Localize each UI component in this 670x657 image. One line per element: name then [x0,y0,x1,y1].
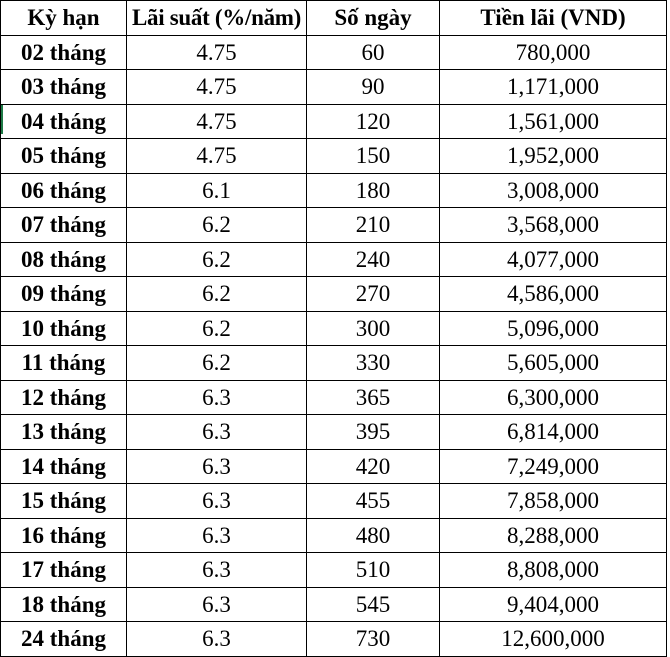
cell-term[interactable]: 14 tháng [1,449,127,484]
table-row [1,277,667,312]
cell-rate[interactable]: 6.2 [127,208,307,243]
table-row [1,35,667,70]
cell-term[interactable]: 16 tháng [1,518,127,553]
cell-term[interactable]: 06 tháng [1,173,127,208]
cell-term[interactable]: 02 tháng [1,35,127,70]
cell-interest[interactable]: 6,300,000 [440,380,667,415]
table-row [1,208,667,243]
cell-rate[interactable]: 4.75 [127,70,307,105]
cell-term[interactable]: 10 tháng [1,311,127,346]
cell-term[interactable]: 09 tháng [1,277,127,312]
cell-term[interactable]: 08 tháng [1,242,127,277]
cell-days[interactable]: 510 [307,553,440,588]
cell-term[interactable]: 03 tháng [1,70,127,105]
cell-days[interactable]: 120 [307,104,440,139]
cell-rate[interactable]: 6.3 [127,622,307,657]
cell-days[interactable]: 270 [307,277,440,312]
cell-days[interactable]: 455 [307,484,440,519]
cell-days[interactable]: 90 [307,70,440,105]
cell-rate[interactable]: 4.75 [127,35,307,70]
table-row [1,346,667,381]
cell-term[interactable]: 24 tháng [1,622,127,657]
table-row [1,449,667,484]
cell-rate[interactable]: 6.3 [127,449,307,484]
cell-days[interactable]: 480 [307,518,440,553]
cell-interest[interactable]: 4,586,000 [440,277,667,312]
cell-interest[interactable]: 7,858,000 [440,484,667,519]
cell-rate[interactable]: 4.75 [127,104,307,139]
header-term[interactable]: Kỳ hạn [1,1,127,36]
cell-term[interactable]: 17 tháng [1,553,127,588]
table-row [1,587,667,622]
table-row [1,484,667,519]
cell-rate[interactable]: 4.75 [127,139,307,174]
cell-rate[interactable]: 6.3 [127,553,307,588]
cell-interest[interactable]: 3,568,000 [440,208,667,243]
cell-term[interactable]: 12 tháng [1,380,127,415]
cell-days[interactable]: 545 [307,587,440,622]
cell-days[interactable]: 180 [307,173,440,208]
cell-days[interactable]: 330 [307,346,440,381]
cell-interest[interactable]: 12,600,000 [440,622,667,657]
table-row [1,415,667,450]
cell-rate[interactable]: 6.3 [127,415,307,450]
table-row [1,553,667,588]
header-rate[interactable]: Lãi suất (%/năm) [127,1,307,36]
cell-term[interactable]: 13 tháng [1,415,127,450]
cell-interest[interactable]: 780,000 [440,35,667,70]
cell-interest[interactable]: 8,288,000 [440,518,667,553]
cell-term[interactable]: 15 tháng [1,484,127,519]
table-row [1,173,667,208]
cell-rate[interactable]: 6.1 [127,173,307,208]
cell-days[interactable]: 420 [307,449,440,484]
cell-term[interactable]: 05 tháng [1,139,127,174]
cell-interest[interactable]: 4,077,000 [440,242,667,277]
header-interest[interactable]: Tiền lãi (VND) [440,1,667,36]
cell-interest[interactable]: 1,561,000 [440,104,667,139]
cell-interest[interactable]: 8,808,000 [440,553,667,588]
cell-rate[interactable]: 6.3 [127,484,307,519]
cell-days[interactable]: 365 [307,380,440,415]
table-row [1,622,667,657]
cell-days[interactable]: 240 [307,242,440,277]
table-body [1,35,667,656]
table-row [1,139,667,174]
cell-rate[interactable]: 6.3 [127,587,307,622]
cell-rate[interactable]: 6.2 [127,242,307,277]
cell-interest[interactable]: 5,605,000 [440,346,667,381]
table-row [1,104,667,139]
table-row [1,242,667,277]
cell-term[interactable]: 18 tháng [1,587,127,622]
cell-interest[interactable]: 1,952,000 [440,139,667,174]
cell-days[interactable]: 210 [307,208,440,243]
cell-rate[interactable]: 6.2 [127,311,307,346]
header-row [1,1,667,36]
cell-term[interactable]: 07 tháng [1,208,127,243]
cell-interest[interactable]: 3,008,000 [440,173,667,208]
cell-days[interactable]: 150 [307,139,440,174]
cell-rate[interactable]: 6.3 [127,518,307,553]
header-days[interactable]: Số ngày [307,1,440,36]
table-row [1,311,667,346]
table-row [1,70,667,105]
cell-rate[interactable]: 6.2 [127,346,307,381]
cell-term[interactable]: 11 tháng [1,346,127,381]
cell-days[interactable]: 395 [307,415,440,450]
cell-interest[interactable]: 9,404,000 [440,587,667,622]
table-row [1,380,667,415]
cell-interest[interactable]: 5,096,000 [440,311,667,346]
cell-rate[interactable]: 6.2 [127,277,307,312]
cell-days[interactable]: 60 [307,35,440,70]
cell-interest[interactable]: 7,249,000 [440,449,667,484]
cell-rate[interactable]: 6.3 [127,380,307,415]
cell-interest[interactable]: 1,171,000 [440,70,667,105]
cell-interest[interactable]: 6,814,000 [440,415,667,450]
cell-days[interactable]: 300 [307,311,440,346]
cell-term[interactable]: 04 tháng [1,104,127,139]
table-row [1,518,667,553]
cell-days[interactable]: 730 [307,622,440,657]
